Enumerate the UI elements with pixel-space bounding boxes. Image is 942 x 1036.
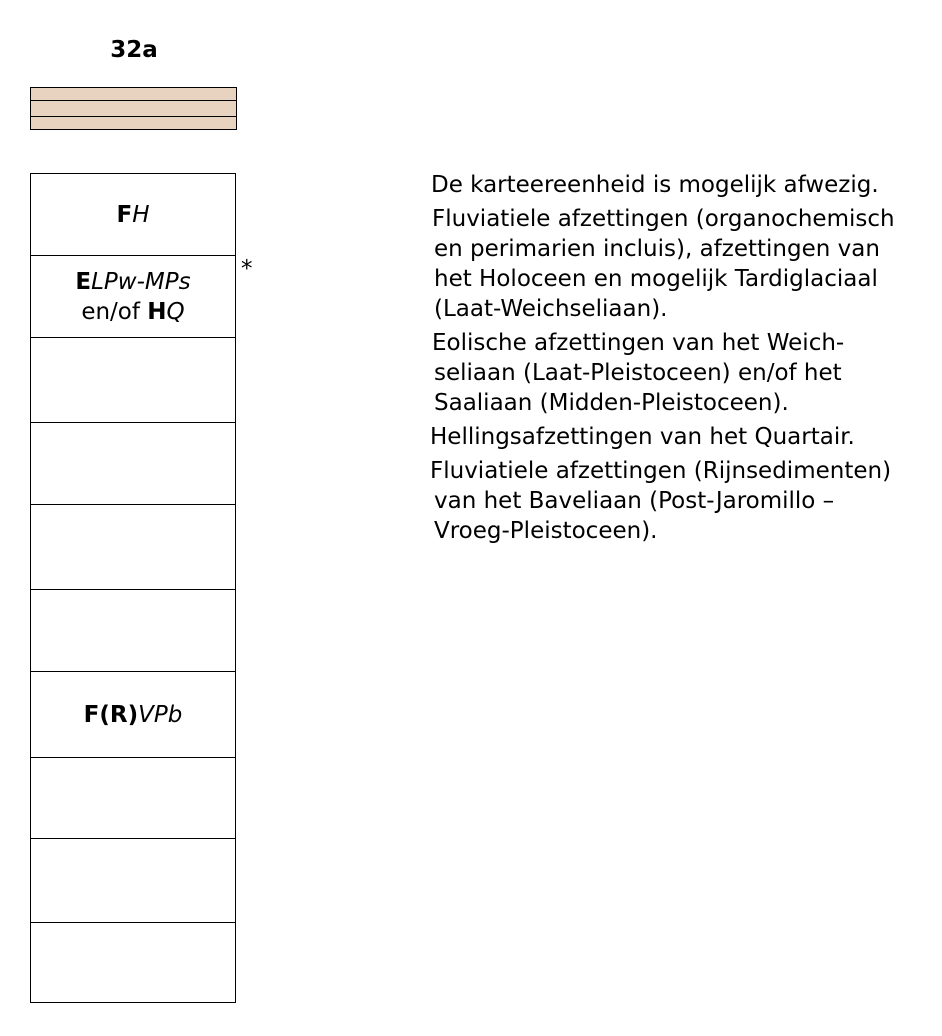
cell-code-bold: E (75, 269, 92, 295)
legend-desc-line: het Holoceen en mogelijk Tardiglaciaal (434, 266, 878, 292)
cell-code-italic: H (132, 202, 150, 228)
legend-desc-line: van het Baveliaan (Post-Jaromillo – (434, 488, 835, 514)
legend-desc-line: Fluviatiele afzettingen (Rijnsedimenten) (430, 458, 892, 484)
legend-note-text: De karteereenheid is mogelijk afwezig. (431, 172, 879, 198)
legend-desc-line: seliaan (Laat-Pleistoceen) en/of het (434, 360, 842, 386)
legend-desc-line: Hellingsafzettingen van het Quartair. (430, 424, 855, 450)
column-divider (30, 757, 236, 758)
surface-layer-band (30, 87, 237, 130)
cell-code-bold: F(R) (83, 701, 139, 728)
cell-code-italic: Q (166, 299, 185, 325)
band-stripe (31, 88, 236, 101)
legend-desc-line: Fluviatiele afzettingen (organochemisch (432, 206, 895, 232)
legend-desc-line: Vroeg-Pleistoceen). (434, 518, 658, 544)
legend-desc-line: Saaliaan (Midden-Pleistoceen). (434, 390, 789, 416)
column-divider (30, 337, 236, 338)
column-cell-frvpb (31, 672, 235, 757)
cell-code-bold: H (147, 299, 167, 325)
section-title: 32a (110, 37, 158, 63)
cell-code-bold: F (116, 202, 133, 228)
band-stripe (31, 117, 236, 129)
optional-unit-asterisk: * (241, 256, 253, 282)
column-cell-fh (31, 174, 235, 256)
legend-desc-line: (Laat-Weichseliaan). (434, 296, 668, 322)
stratigraphic-column (30, 173, 236, 1003)
column-cell-elpw (31, 256, 235, 338)
column-divider (30, 922, 236, 923)
column-divider (30, 422, 236, 423)
band-stripe (31, 101, 236, 117)
legend-desc-line: en perimarien incluis), afzettingen van (434, 236, 880, 262)
column-divider (30, 838, 236, 839)
column-divider (30, 504, 236, 505)
cell-connector-text: en/of (81, 299, 148, 325)
cell-code-italic: LPw-MPs (91, 269, 191, 295)
cell-code-italic: VPb (138, 701, 183, 728)
legend-desc-line: Eolische afzettingen van het Weich- (432, 330, 845, 356)
column-divider (30, 589, 236, 590)
